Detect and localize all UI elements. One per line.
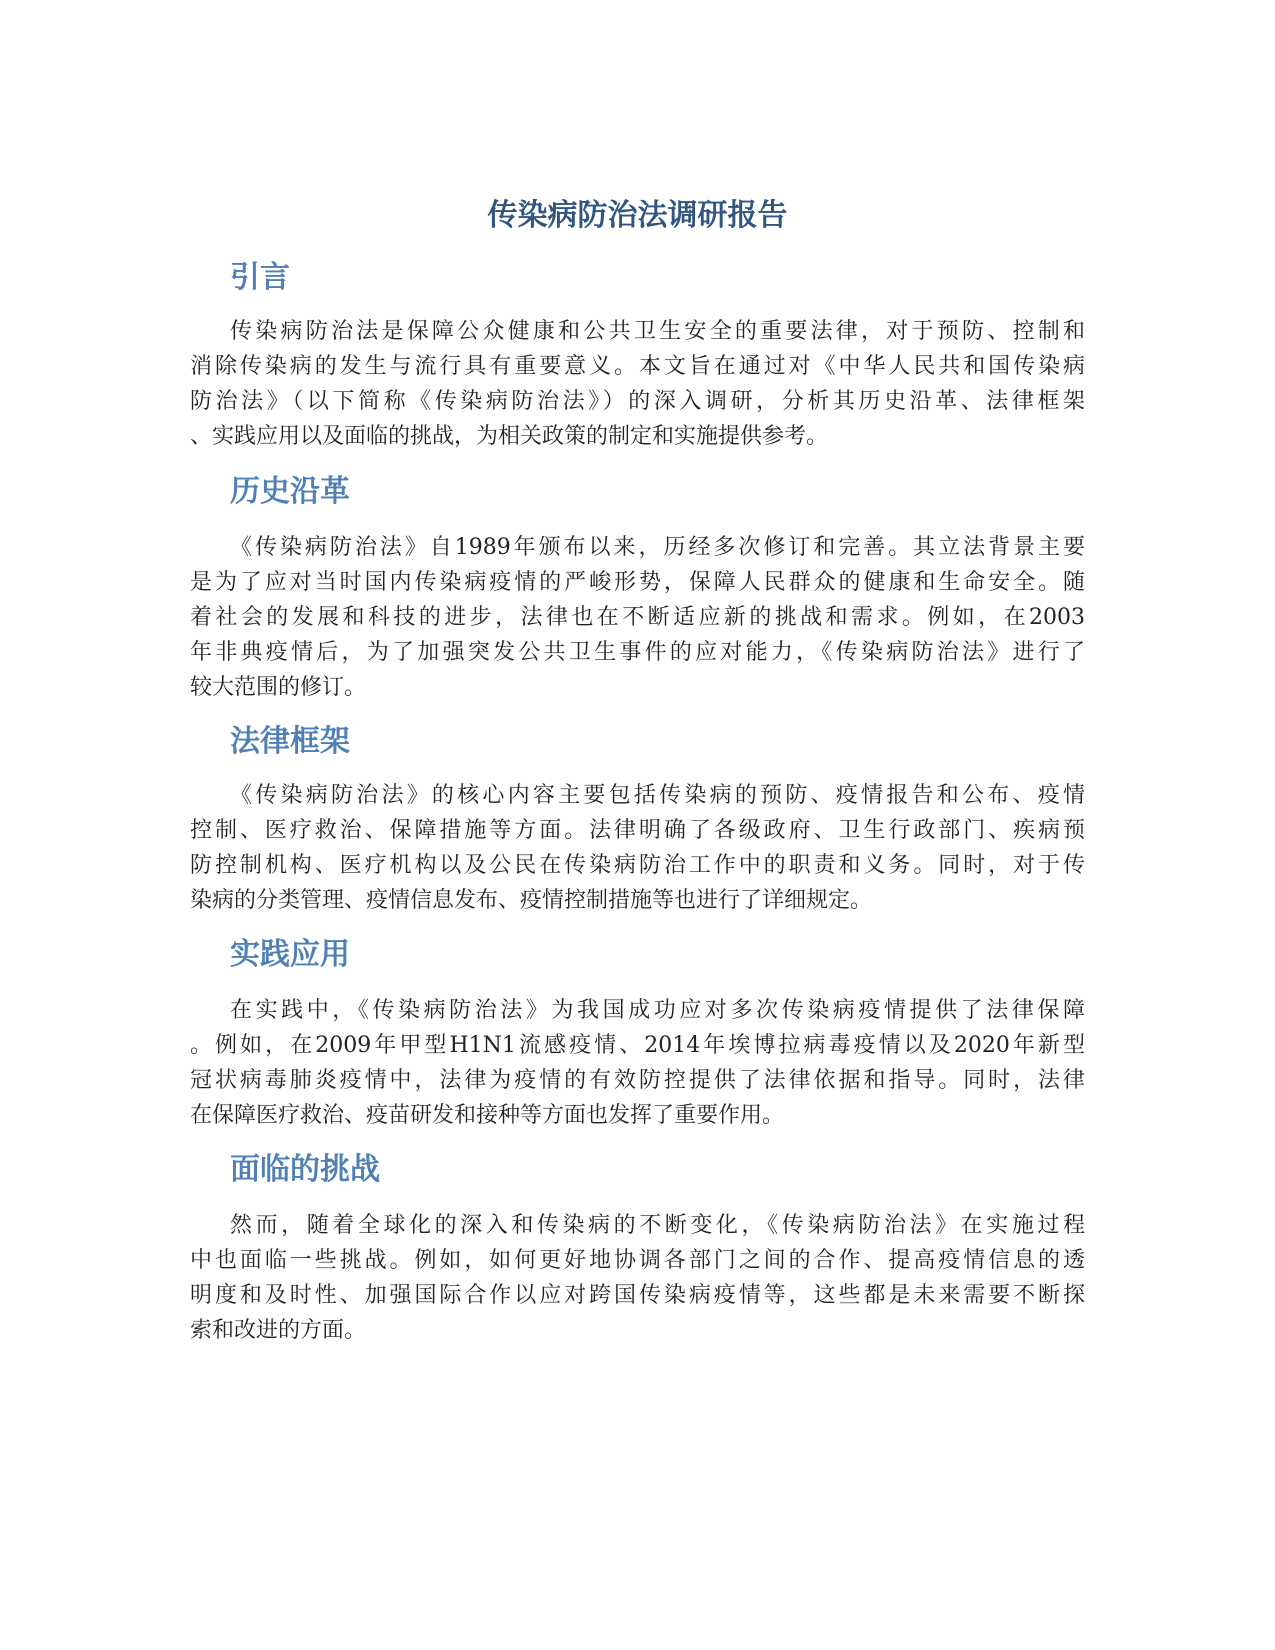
paragraph-line: 控制、医疗救治、保障措施等方面。法律明确了各级政府、卫生行政部门、疾病预 bbox=[190, 818, 1085, 843]
section-paragraph-practice bbox=[190, 993, 1085, 1133]
paragraph-line: 是为了应对当时国内传染病疫情的严峻形势，保障人民群众的健康和生命安全。随 bbox=[190, 570, 1085, 595]
paragraph-line: 索和改进的方面。 bbox=[190, 1318, 367, 1343]
paragraph-line: 、实践应用以及面临的挑战，为相关政策的制定和实施提供参考。 bbox=[190, 424, 829, 449]
section-paragraph-challenges bbox=[190, 1208, 1085, 1348]
paragraph-line: 在实践中，《传染病防治法》为我国成功应对多次传染病疫情提供了法律保障 bbox=[230, 998, 1085, 1023]
paragraph-line: 消除传染病的发生与流行具有重要意义。本文旨在通过对《中华人民共和国传染病 bbox=[190, 354, 1085, 379]
section-heading-introduction: 引言 bbox=[230, 260, 290, 295]
paragraph-line: 《传染病防治法》的核心内容主要包括传染病的预防、疫情报告和公布、疫情 bbox=[230, 783, 1085, 808]
paragraph-line: 防治法》（以下简称《传染病防治法》）的深入调研，分析其历史沿革、法律框架 bbox=[190, 389, 1085, 414]
paragraph-line: 传染病防治法是保障公众健康和公共卫生安全的重要法律，对于预防、控制和 bbox=[230, 319, 1085, 344]
paragraph-line: 《传染病防治法》自1989年颁布以来，历经多次修订和完善。其立法背景主要 bbox=[230, 535, 1085, 560]
paragraph-line: 在保障医疗救治、疫苗研发和接种等方面也发挥了重要作用。 bbox=[190, 1103, 785, 1128]
document-title: 传染病防治法调研报告 bbox=[487, 198, 788, 233]
paragraph-line: 然而，随着全球化的深入和传染病的不断变化，《传染病防治法》在实施过程 bbox=[230, 1213, 1085, 1238]
paragraph-line: 较大范围的修订。 bbox=[190, 675, 367, 700]
paragraph-line: 年非典疫情后，为了加强突发公共卫生事件的应对能力，《传染病防治法》进行了 bbox=[190, 640, 1085, 665]
section-heading-challenges: 面临的挑战 bbox=[230, 1152, 380, 1187]
paragraph-line: 防控制机构、医疗机构以及公民在传染病防治工作中的职责和义务。同时，对于传 bbox=[190, 853, 1085, 878]
paragraph-line: 染病的分类管理、疫情信息发布、疫情控制措施等也进行了详细规定。 bbox=[190, 888, 873, 913]
section-heading-legal-framework: 法律框架 bbox=[230, 724, 350, 759]
section-paragraph-legal-framework bbox=[190, 778, 1085, 918]
paragraph-line: 。例如，在2009年甲型H1N1流感疫情、2014年埃博拉病毒疫情以及2020年新型 bbox=[190, 1033, 1085, 1058]
paragraph-line: 冠状病毒肺炎疫情中，法律为疫情的有效防控提供了法律依据和指导。同时，法律 bbox=[190, 1068, 1085, 1093]
section-paragraph-history bbox=[190, 530, 1085, 705]
paragraph-line: 明度和及时性、加强国际合作以应对跨国传染病疫情等，这些都是未来需要不断探 bbox=[190, 1283, 1085, 1308]
section-heading-practice: 实践应用 bbox=[230, 937, 350, 972]
paragraph-line: 着社会的发展和科技的进步，法律也在不断适应新的挑战和需求。例如，在2003 bbox=[190, 605, 1085, 630]
section-paragraph-introduction bbox=[190, 314, 1085, 454]
paragraph-line: 中也面临一些挑战。例如，如何更好地协调各部门之间的合作、提高疫情信息的透 bbox=[190, 1248, 1085, 1273]
section-heading-history: 历史沿革 bbox=[230, 474, 350, 509]
